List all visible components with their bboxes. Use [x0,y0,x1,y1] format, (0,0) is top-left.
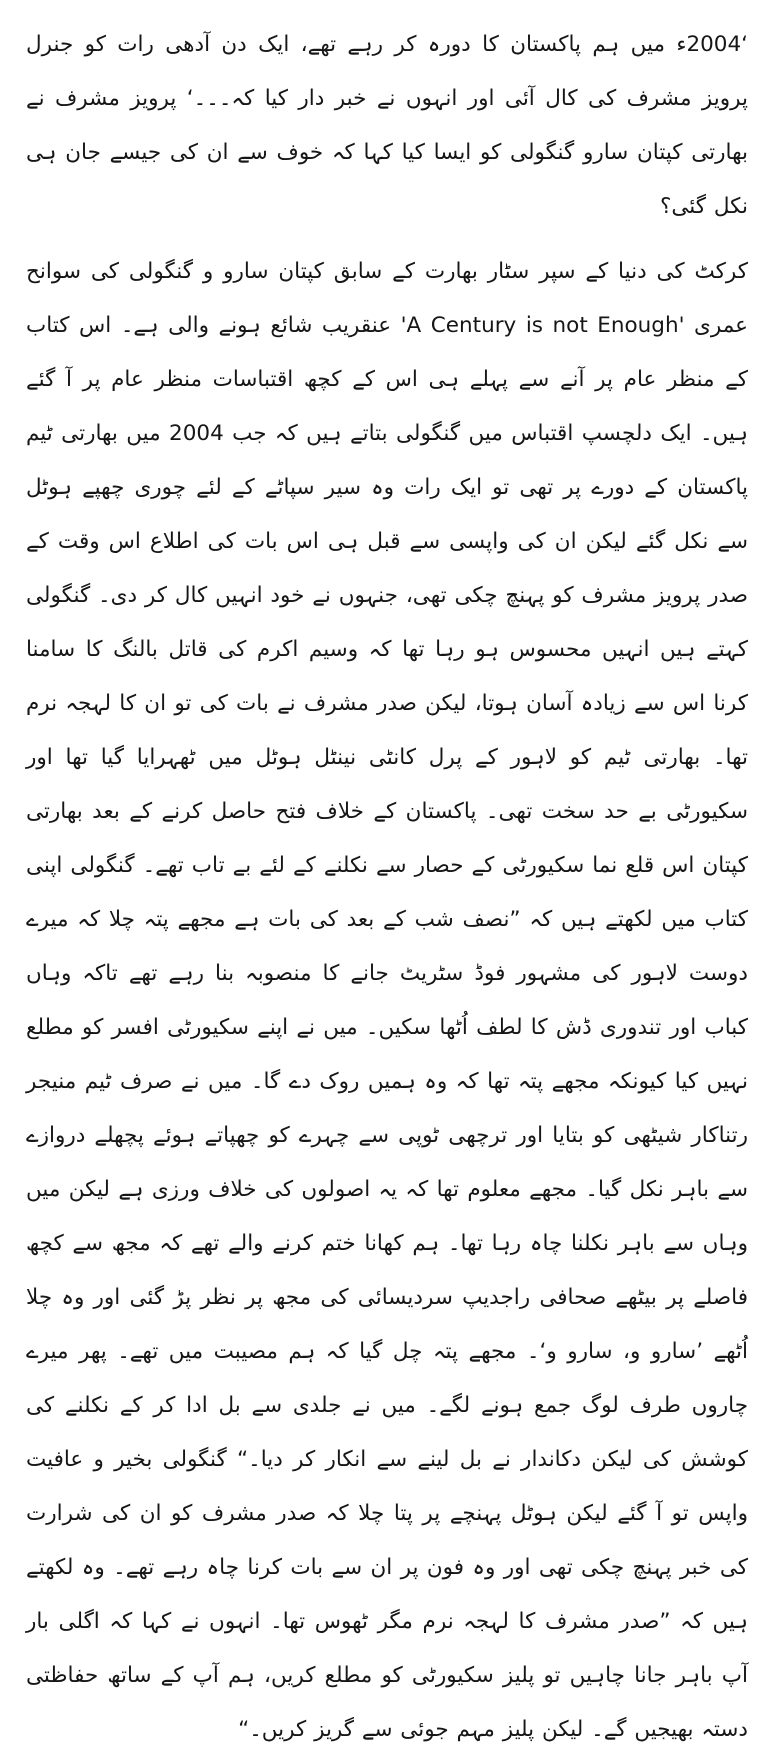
article-body-paragraph: کرکٹ کی دنیا کے سپر سٹار بھارت کے سابق کپتان سارو و گنگولی کی سوانح عمری 'A Century is not Enough' عنقریب شائع ہونے والی ہے۔ اس کتاب کے منظر عام پر آنے سے پہلے ہی اس کے کچھ اقتباسات منظر عام پر آ گئے ہیں۔ ایک دلچسپ اقتباس میں گنگولی بتاتے ہیں کہ جب 2004 میں بھارتی ٹیم پاکستان کے دورے پر تھی تو ایک رات وہ سیر سپاٹے کے لئے چوری چھپے ہوٹل سے نکل گئے لیکن ان کی واپسی سے قبل ہی اس بات کی اطلاع اس وقت کے صدر پرویز مشرف کو پہنچ چکی تھی، جنہوں نے خود انہیں کال کر دی۔ گنگولی کہتے ہیں انہیں محسوس ہو رہا تھا کہ وسیم اکرم کی قاتل بالنگ کا سامنا کرنا اس سے زیادہ آسان ہوتا، لیکن صدر مشرف نے بات کی تو ان کا لہجہ نرم تھا۔ بھارتی ٹیم کو لاہور کے پرل کانٹی نینٹل ہوٹل میں ٹھہرایا گیا تھا اور سکیورٹی بے حد سخت تھی۔ پاکستان کے خلاف فتح حاصل کرنے کے بعد بھارتی کپتان اس قلع نما سکیورٹی کے حصار سے نکلنے کے لئے بے تاب تھے۔ گنگولی اپنی کتاب میں لکھتے ہیں کہ ”نصف شب کے بعد کی بات ہے مجھے پتہ چلا کہ میرے دوست لاہور کی مشہور فوڈ سٹریٹ جانے کا منصوبہ بنا رہے تھے تاکہ وہاں کباب اور تندوری ڈش کا لطف اُٹھا سکیں۔ میں نے اپنے سکیورٹی افسر کو مطلع نہیں کیا کیونکہ مجھے پتہ تھا کہ وہ ہمیں روک دے گا۔ میں نے صرف ٹیم منیجر رتناکار شیٹھی کو بتایا اور ترچھی ٹوپی سے چہرے کو چھپاتے ہوئے پچھلے دروازے سے باہر نکل گیا۔ مجھے معلوم تھا کہ یہ اصولوں کی خلاف ورزی ہے لیکن میں وہاں سے باہر نکلنا چاہ رہا تھا۔ ہم کھانا ختم کرنے والے تھے کہ مجھ سے کچھ فاصلے پر بیٹھے صحافی راجدیپ سردیسائی کی مجھ پر نظر پڑ گئی اور وہ چلا اُٹھے ’سارو و، سارو و‘۔ مجھے پتہ چل گیا کہ ہم مصیبت میں تھے۔ پھر میرے چاروں طرف لوگ جمع ہونے لگے۔ میں نے جلدی سے بل ادا کر کے نکلنے کی کوشش کی لیکن دکاندار نے بل لینے سے انکار کر دیا۔“ گنگولی بخیر و عافیت واپس تو آ گئے لیکن ہوٹل پہنچے پر پتا چلا کہ صدر مشرف کو ان کی شرارت کی خبر پہنچ چکی تھی اور وہ فون پر ان سے بات کرنا چاہ رہے تھے۔ وہ لکھتے ہیں کہ ”صدر مشرف کا لہجہ نرم مگر ٹھوس تھا۔ انہوں نے کہا کہ اگلی بار آپ باہر جانا چاہیں تو پلیز سکیورٹی کو مطلع کریں، ہم آپ کے ساتھ حفاظتی دستہ بھیجیں گے۔ لیکن پلیز مہم جوئی سے گریز کریں۔“ [26,259,749,1742]
article-intro-paragraph: ‘2004ء میں ہم پاکستان کا دورہ کر رہے تھے، ایک دن آدھی رات کو جنرل پرویز مشرف کی کال آئی اور انہوں نے خبر دار کیا کہ۔۔۔‘ پرویز مشرف نے بھارتی کپتان سارو گنگولی کو ایسا کیا کہا کہ خوف سے ان کی جیسے جان ہی نکل گئی؟ [26,32,748,219]
